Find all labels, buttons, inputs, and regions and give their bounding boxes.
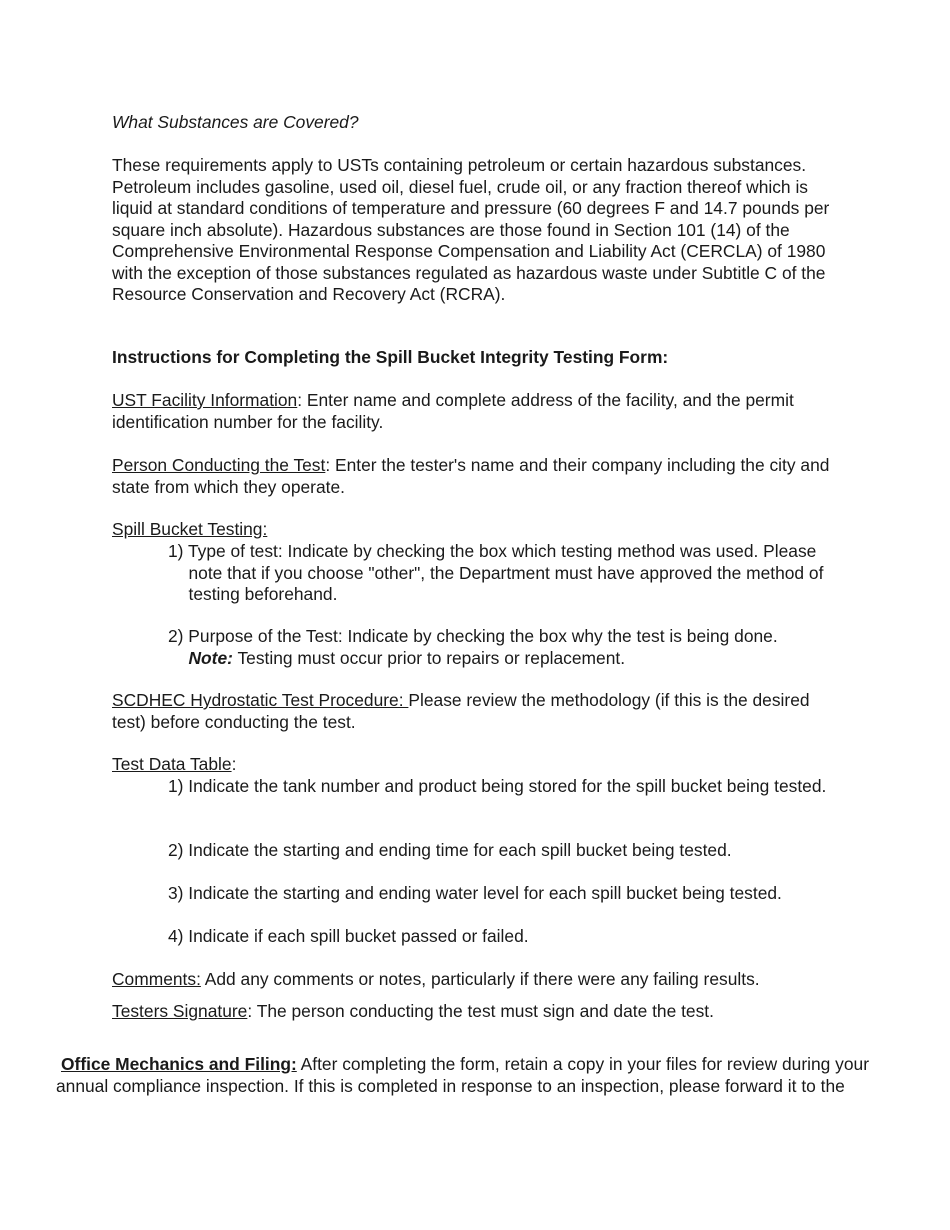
spill-bucket-item-2-note-text: Testing must occur prior to repairs or replacement. <box>232 647 626 668</box>
test-data-item-4: 4) Indicate if each spill bucket passed or failed. <box>168 926 529 946</box>
person-conducting-paragraph <box>112 455 848 498</box>
test-data-item-1: 1) Indicate the tank number and product being stored for the spill bucket being tested. <box>168 776 827 796</box>
comments-label: Comments: <box>112 969 201 989</box>
instructions-heading: Instructions for Completing the Spill Bucket Integrity Testing Form: <box>112 347 669 367</box>
spill-bucket-item-2 <box>168 626 809 669</box>
test-data-item-3: 3) Indicate the starting and ending water level for each spill bucket being tested. <box>168 883 782 903</box>
person-conducting-text: : Enter the tester's name and their company including the city and state from which they operate. <box>112 455 830 497</box>
test-data-item-2: 2) Indicate the starting and ending time for each spill bucket being tested. <box>168 840 732 860</box>
procedure-text: Please review the methodology (if this is the desired test) before conducting the test. <box>112 690 810 732</box>
test-data-table-colon: : <box>231 754 237 774</box>
signature-text: : The person conducting the test must sign and date the test. <box>247 1001 714 1021</box>
comments-text: Add any comments or notes, particularly if there were any failing results. <box>200 969 760 989</box>
facility-info-paragraph <box>112 390 848 433</box>
spill-bucket-testing-heading <box>112 519 848 541</box>
section-heading-substances: What Substances are Covered? <box>112 112 359 132</box>
spill-bucket-testing-label: Spill Bucket Testing: <box>112 519 268 539</box>
office-line-1-text: After completing the form, retain a copy in your files for review during your <box>296 1054 869 1074</box>
comments-paragraph <box>112 969 848 991</box>
procedure-paragraph <box>112 690 812 733</box>
person-conducting-label: Person Conducting the Test <box>112 455 326 475</box>
office-line-2: annual compliance inspection. If this is completed in response to an inspection, please forward it to the <box>56 1075 845 1096</box>
signature-label: Testers Signature <box>112 1001 248 1021</box>
spill-bucket-item-2-text: 2) Purpose of the Test: Indicate by checking the box why the test is being done. <box>168 626 778 646</box>
test-data-table-label: Test Data Table <box>112 754 232 774</box>
office-line-1 <box>56 1054 946 1076</box>
facility-info-label: UST Facility Information <box>112 390 298 410</box>
spill-bucket-item-1: 1) Type of test: Indicate by checking the box which testing method was used. Please note that if you choose "other", the Department must have approved the method of testing beforehand. <box>168 541 824 604</box>
note-label: Note: <box>188 647 233 668</box>
facility-info-text: : Enter name and complete address of the facility, and the permit identification number for the facility. <box>112 390 794 432</box>
procedure-label: SCDHEC Hydrostatic Test Procedure: <box>112 690 409 710</box>
office-mechanics-label: Office Mechanics and Filing: <box>61 1054 297 1074</box>
signature-paragraph <box>112 1001 848 1023</box>
office-mechanics-paragraph <box>56 1054 946 1097</box>
substances-paragraph: These requirements apply to USTs containing petroleum or certain hazardous substances. Petroleum includes gasoline, used oil, diesel fuel, crude oil, or any fraction thereof which is liquid at standard conditions of temperature and pressure (60 degrees F and 14.7 pounds per square inch absolute). Hazardous substances are those found in Section 101 (14) of the Comprehensive Environmental Response Compensation and Liability Act (CERCLA) of 1980 with the exception of those substances regulated as hazardous waste under Subtitle C of the Resource Conservation and Recovery Act (RCRA). <box>112 155 830 304</box>
test-data-table-heading <box>112 754 848 776</box>
